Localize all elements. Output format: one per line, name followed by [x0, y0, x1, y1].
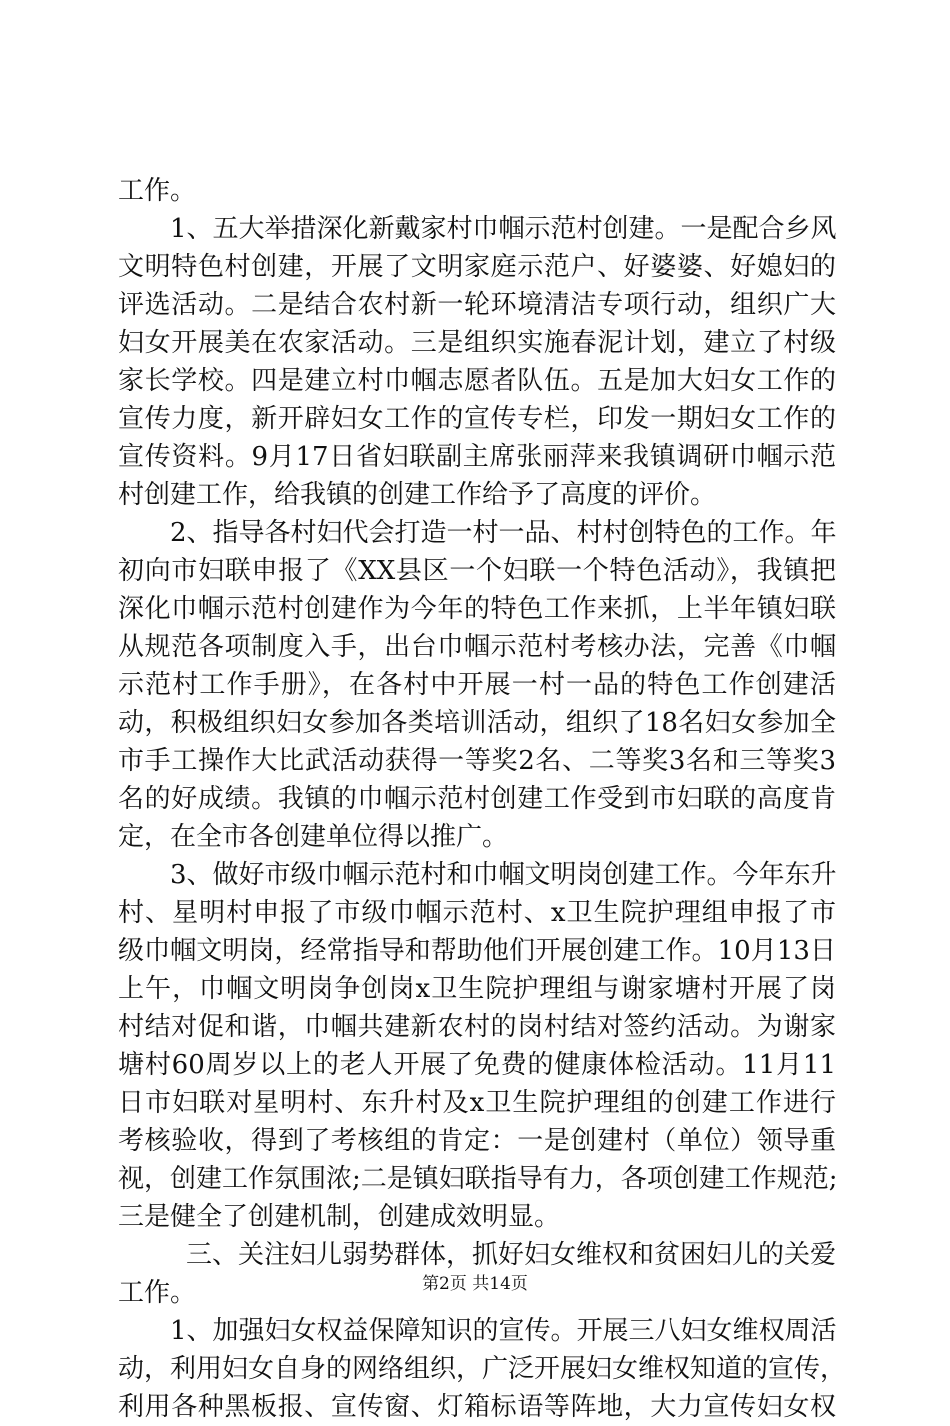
- text-line: 初向市妇联申报了《XX县区一个妇联一个特色活动》，我镇把: [118, 556, 836, 586]
- text-line: 工作。: [118, 176, 197, 206]
- text-line: 动，积极组织妇女参加各类培训活动，组织了18名妇女参加全: [118, 708, 836, 738]
- text-line: 日市妇联对星明村、东升村及x卫生院护理组的创建工作进行: [118, 1088, 836, 1118]
- text-line: 名的好成绩。我镇的巾帼示范村创建工作受到市妇联的高度肯: [118, 784, 836, 814]
- text-line: 1、五大举措深化新戴家村巾帼示范村创建。一是配合乡风: [170, 214, 837, 244]
- text-line: 村结对促和谐，巾帼共建新农村的岗村结对签约活动。为谢家: [118, 1012, 836, 1042]
- text-line: 级巾帼文明岗，经常指导和帮助他们开展创建工作。10月13日: [118, 936, 836, 966]
- document-body: [118, 172, 847, 1426]
- text-line: 从规范各项制度入手，出台巾帼示范村考核办法，完善《巾帼: [118, 632, 836, 662]
- text-line: 塘村60周岁以上的老人开展了免费的健康体检活动。11月11: [118, 1050, 836, 1080]
- text-line: 三是健全了创建机制，创建成效明显。: [118, 1202, 561, 1232]
- text-line: 动，利用妇女自身的网络组织，广泛开展妇女维权知道的宣传，: [118, 1354, 847, 1384]
- text-line: 文明特色村创建，开展了文明家庭示范户、好婆婆、好媳妇的: [118, 252, 836, 282]
- text-line: 3、做好市级巾帼示范村和巾帼文明岗创建工作。今年东升: [170, 860, 837, 890]
- text-line: 村创建工作，给我镇的创建工作给予了高度的评价。: [118, 480, 717, 510]
- text-line: 上午，巾帼文明岗争创岗x卫生院护理组与谢家塘村开展了岗: [118, 974, 836, 1004]
- text-line: 宣传力度，新开辟妇女工作的宣传专栏，印发一期妇女工作的: [118, 404, 836, 434]
- text-line: 1、加强妇女权益保障知识的宣传。开展三八妇女维权周活: [170, 1316, 837, 1346]
- text-line: 三、关注妇儿弱势群体，抓好妇女维权和贫困妇儿的关爱: [186, 1240, 837, 1270]
- page-footer: [0, 1273, 950, 1295]
- page-number-label: 第2页 共14页: [422, 1274, 528, 1294]
- text-line: 宣传资料。9月17日省妇联副主席张丽萍来我镇调研巾帼示范: [118, 442, 836, 472]
- text-line: 视，创建工作氛围浓;二是镇妇联指导有力，各项创建工作规范;: [118, 1164, 838, 1194]
- text-line: 示范村工作手册》，在各村中开展一村一品的特色工作创建活: [118, 670, 836, 700]
- text-line: 市手工操作大比武活动获得一等奖2名、二等奖3名和三等奖3: [118, 746, 836, 776]
- text-line: 工作。: [118, 1278, 197, 1308]
- text-line: 妇女开展美在农家活动。三是组织实施春泥计划，建立了村级: [118, 328, 836, 358]
- text-line: 评选活动。二是结合农村新一轮环境清洁专项行动，组织广大: [118, 290, 836, 320]
- text-line: 2、指导各村妇代会打造一村一品、村村创特色的工作。年: [170, 518, 837, 548]
- text-line: 利用各种黑板报、宣传窗、灯箱标语等阵地，大力宣传妇女权: [118, 1392, 836, 1422]
- text-line: 家长学校。四是建立村巾帼志愿者队伍。五是加大妇女工作的: [118, 366, 836, 396]
- text-line: 村、星明村申报了市级巾帼示范村、x卫生院护理组申报了市: [118, 898, 836, 928]
- text-line: 定，在全市各创建单位得以推广。: [118, 822, 509, 852]
- text-line: 考核验收，得到了考核组的肯定：一是创建村（单位）领导重: [118, 1126, 836, 1156]
- text-line: 深化巾帼示范村创建作为今年的特色工作来抓，上半年镇妇联: [118, 594, 836, 624]
